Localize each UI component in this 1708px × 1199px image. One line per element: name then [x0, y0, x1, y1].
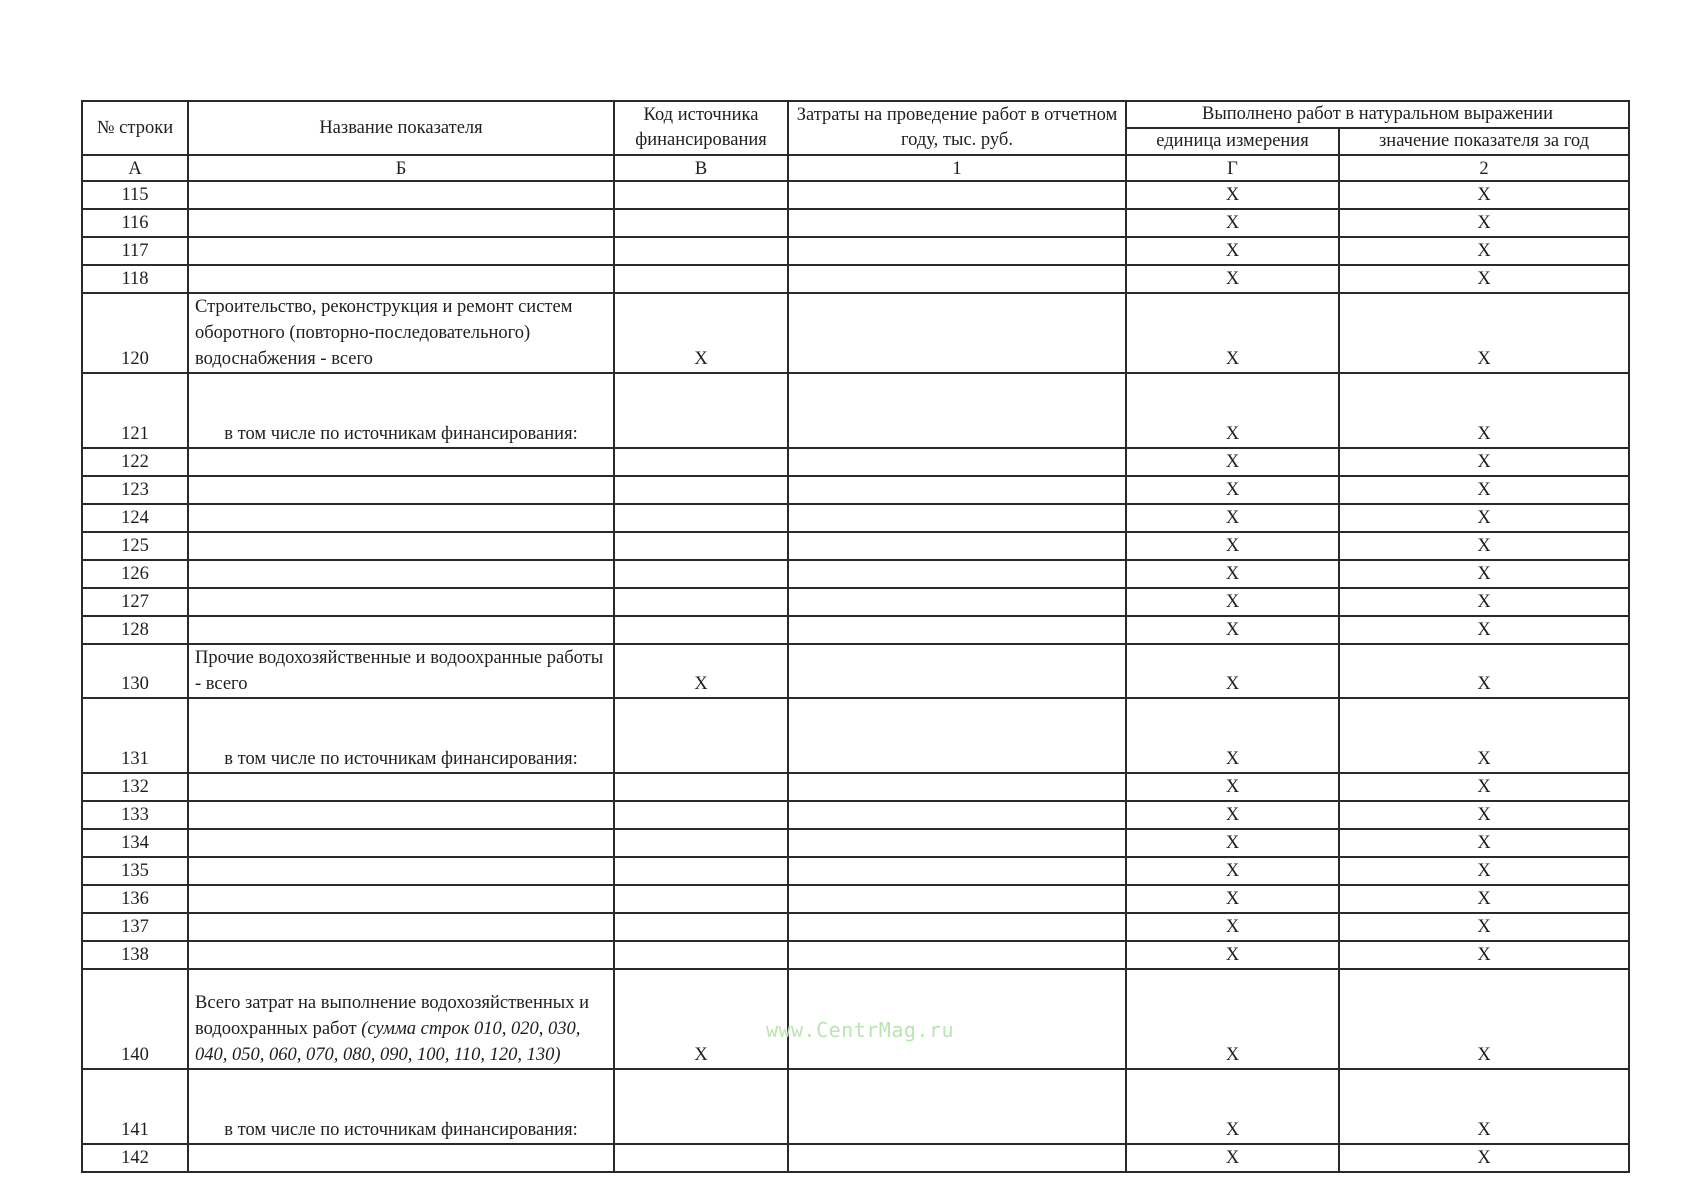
costs-cell[interactable]: [788, 857, 1126, 885]
indicator-name: [188, 698, 614, 773]
year-value-cell[interactable]: X: [1339, 969, 1629, 1069]
indicator-name-text: в том числе по источникам финансирования:: [224, 1120, 578, 1140]
indicator-name: [188, 801, 614, 829]
column-letter: Г: [1126, 155, 1339, 181]
costs-cell[interactable]: [788, 504, 1126, 532]
source-code-cell[interactable]: X: [614, 644, 788, 698]
costs-cell[interactable]: [788, 885, 1126, 913]
unit-cell[interactable]: X: [1126, 1069, 1339, 1144]
row-number: 132: [82, 773, 188, 801]
table-row: [82, 476, 1629, 504]
indicator-name: [188, 209, 614, 237]
costs-cell[interactable]: [788, 644, 1126, 698]
row-number: 117: [82, 237, 188, 265]
column-letter: Б: [188, 155, 614, 181]
unit-cell[interactable]: X: [1126, 504, 1339, 532]
costs-cell[interactable]: [788, 181, 1126, 209]
source-code-cell[interactable]: [614, 181, 788, 209]
unit-cell[interactable]: X: [1126, 237, 1339, 265]
column-letter: А: [82, 155, 188, 181]
costs-cell[interactable]: [788, 913, 1126, 941]
source-code-cell[interactable]: [614, 801, 788, 829]
costs-cell[interactable]: [788, 773, 1126, 801]
year-value-cell[interactable]: X: [1339, 476, 1629, 504]
table-row: [82, 293, 1629, 373]
year-value-cell[interactable]: X: [1339, 698, 1629, 773]
source-code-cell[interactable]: [614, 857, 788, 885]
year-value-cell[interactable]: X: [1339, 773, 1629, 801]
header-unit: единица измерения: [1126, 128, 1339, 155]
year-value-cell[interactable]: X: [1339, 829, 1629, 857]
costs-cell[interactable]: [788, 373, 1126, 448]
unit-cell[interactable]: X: [1126, 913, 1339, 941]
unit-cell[interactable]: X: [1126, 829, 1339, 857]
column-letter: 2: [1339, 155, 1629, 181]
column-letter: 1: [788, 155, 1126, 181]
source-code-cell[interactable]: X: [614, 969, 788, 1069]
unit-cell[interactable]: X: [1126, 698, 1339, 773]
row-number: 116: [82, 209, 188, 237]
row-number: 123: [82, 476, 188, 504]
row-number: 128: [82, 616, 188, 644]
row-number: 127: [82, 588, 188, 616]
indicator-name-text: Всего затрат на выполнение водохозяйственных и водоохранных работ: [195, 993, 590, 1039]
indicator-name: [188, 1069, 614, 1144]
source-code-cell[interactable]: [614, 265, 788, 293]
row-number: 122: [82, 448, 188, 476]
indicator-name: [188, 181, 614, 209]
table-row: [82, 773, 1629, 801]
unit-cell[interactable]: X: [1126, 644, 1339, 698]
unit-cell[interactable]: X: [1126, 448, 1339, 476]
year-value-cell[interactable]: X: [1339, 801, 1629, 829]
unit-cell[interactable]: X: [1126, 532, 1339, 560]
costs-cell[interactable]: [788, 588, 1126, 616]
table-row: [82, 532, 1629, 560]
costs-cell[interactable]: [788, 698, 1126, 773]
year-value-cell[interactable]: X: [1339, 941, 1629, 969]
row-number: 124: [82, 504, 188, 532]
costs-cell[interactable]: [788, 829, 1126, 857]
indicator-name: [188, 829, 614, 857]
row-number: 137: [82, 913, 188, 941]
indicator-name: [188, 476, 614, 504]
indicator-name: [188, 237, 614, 265]
source-code-cell[interactable]: [614, 588, 788, 616]
indicator-sum-note: (сумма строк 010, 020, 030, 040, 050, 060, 070, 080, 090, 100, 110, 120, 130): [195, 1019, 581, 1065]
source-code-cell[interactable]: [614, 476, 788, 504]
table-row: [82, 504, 1629, 532]
header-indicator-name: Название показателя: [188, 101, 614, 155]
year-value-cell[interactable]: X: [1339, 532, 1629, 560]
indicator-name: [188, 532, 614, 560]
unit-cell[interactable]: X: [1126, 476, 1339, 504]
table-row: [82, 265, 1629, 293]
table-row: [82, 885, 1629, 913]
table-row: [82, 1069, 1629, 1144]
watermark: www.CentrMag.ru: [765, 1018, 955, 1042]
source-code-cell[interactable]: [614, 616, 788, 644]
costs-cell[interactable]: [788, 532, 1126, 560]
indicator-name-text: в том числе по источникам финансирования:: [224, 749, 578, 769]
year-value-cell[interactable]: X: [1339, 560, 1629, 588]
row-number: 115: [82, 181, 188, 209]
column-letters-row: [82, 155, 1629, 181]
year-value-cell[interactable]: X: [1339, 1069, 1629, 1144]
row-number: 118: [82, 265, 188, 293]
unit-cell[interactable]: X: [1126, 616, 1339, 644]
table-row: [82, 913, 1629, 941]
costs-cell[interactable]: [788, 1144, 1126, 1172]
source-code-cell[interactable]: [614, 829, 788, 857]
row-number: 125: [82, 532, 188, 560]
costs-cell[interactable]: [788, 476, 1126, 504]
costs-cell[interactable]: [788, 237, 1126, 265]
source-code-cell[interactable]: [614, 885, 788, 913]
table-row: [82, 829, 1629, 857]
indicator-name: [188, 448, 614, 476]
indicator-name: [188, 941, 614, 969]
costs-cell[interactable]: [788, 801, 1126, 829]
table-row: [82, 588, 1629, 616]
header-source-code: Код источника финансирования: [614, 101, 788, 155]
source-code-cell[interactable]: [614, 1144, 788, 1172]
year-value-cell[interactable]: X: [1339, 181, 1629, 209]
unit-cell[interactable]: X: [1126, 293, 1339, 373]
indicator-name-text: Прочие водохозяйственные и водоохранные работы - всего: [195, 648, 604, 694]
table-row: [82, 941, 1629, 969]
source-code-cell[interactable]: [614, 448, 788, 476]
costs-cell[interactable]: [788, 616, 1126, 644]
year-value-cell[interactable]: X: [1339, 209, 1629, 237]
indicator-name: [188, 265, 614, 293]
row-number: 126: [82, 560, 188, 588]
costs-cell[interactable]: [788, 448, 1126, 476]
unit-cell[interactable]: X: [1126, 181, 1339, 209]
costs-cell[interactable]: [788, 293, 1126, 373]
row-number: 121: [82, 373, 188, 448]
header-year-value: значение показателя за год: [1339, 128, 1629, 155]
row-number: 142: [82, 1144, 188, 1172]
header-row-number: № строки: [82, 101, 188, 155]
indicator-name: [188, 969, 614, 1069]
unit-cell[interactable]: X: [1126, 857, 1339, 885]
year-value-cell[interactable]: X: [1339, 504, 1629, 532]
year-value-cell[interactable]: X: [1339, 373, 1629, 448]
source-code-cell[interactable]: [614, 373, 788, 448]
row-number: 130: [82, 644, 188, 698]
indicator-name-text: Строительство, реконструкция и ремонт систем оборотного (повторно-последовательного) водоснабжения - всего: [195, 297, 573, 369]
table-row: [82, 616, 1629, 644]
year-value-cell[interactable]: X: [1339, 448, 1629, 476]
table-row: [82, 644, 1629, 698]
unit-cell[interactable]: X: [1126, 1144, 1339, 1172]
table-row: [82, 560, 1629, 588]
costs-cell[interactable]: [788, 209, 1126, 237]
row-number: 131: [82, 698, 188, 773]
year-value-cell[interactable]: X: [1339, 913, 1629, 941]
header-natural-volume: Выполнено работ в натуральном выражении: [1126, 101, 1629, 128]
table-row: [82, 1144, 1629, 1172]
source-code-cell[interactable]: [614, 773, 788, 801]
year-value-cell[interactable]: X: [1339, 237, 1629, 265]
header-costs: Затраты на проведение работ в отчетном году, тыс. руб.: [788, 101, 1126, 155]
source-code-cell[interactable]: [614, 913, 788, 941]
year-value-cell[interactable]: X: [1339, 857, 1629, 885]
row-number: 138: [82, 941, 188, 969]
column-letter: В: [614, 155, 788, 181]
indicator-name: [188, 504, 614, 532]
year-value-cell[interactable]: X: [1339, 1144, 1629, 1172]
table-row: [82, 448, 1629, 476]
year-value-cell[interactable]: X: [1339, 265, 1629, 293]
source-code-cell[interactable]: [614, 532, 788, 560]
source-code-cell[interactable]: [614, 1069, 788, 1144]
year-value-cell[interactable]: X: [1339, 644, 1629, 698]
costs-cell[interactable]: [788, 1069, 1126, 1144]
row-number: 135: [82, 857, 188, 885]
indicators-table: [81, 100, 1630, 1173]
source-code-cell[interactable]: [614, 209, 788, 237]
indicator-name: [188, 293, 614, 373]
costs-cell[interactable]: [788, 560, 1126, 588]
indicator-name: [188, 1144, 614, 1172]
year-value-cell[interactable]: X: [1339, 616, 1629, 644]
year-value-cell[interactable]: X: [1339, 588, 1629, 616]
row-number: 133: [82, 801, 188, 829]
table-row: [82, 373, 1629, 448]
unit-cell[interactable]: X: [1126, 801, 1339, 829]
unit-cell[interactable]: X: [1126, 588, 1339, 616]
source-code-cell[interactable]: [614, 560, 788, 588]
indicator-name: [188, 913, 614, 941]
indicator-name: [188, 857, 614, 885]
source-code-cell[interactable]: [614, 504, 788, 532]
table-row: [82, 857, 1629, 885]
indicator-name: [188, 616, 614, 644]
year-value-cell[interactable]: X: [1339, 293, 1629, 373]
unit-cell[interactable]: X: [1126, 773, 1339, 801]
costs-cell[interactable]: [788, 941, 1126, 969]
year-value-cell[interactable]: X: [1339, 885, 1629, 913]
unit-cell[interactable]: X: [1126, 209, 1339, 237]
indicator-name: [188, 773, 614, 801]
table-row: [82, 698, 1629, 773]
source-code-cell[interactable]: [614, 237, 788, 265]
table-row: [82, 237, 1629, 265]
table-row: [82, 801, 1629, 829]
indicator-name-text: в том числе по источникам финансирования:: [224, 424, 578, 444]
unit-cell[interactable]: X: [1126, 885, 1339, 913]
unit-cell[interactable]: X: [1126, 373, 1339, 448]
table-row: [82, 209, 1629, 237]
row-number: 140: [82, 969, 188, 1069]
row-number: 134: [82, 829, 188, 857]
indicator-name: [188, 560, 614, 588]
unit-cell[interactable]: X: [1126, 941, 1339, 969]
source-code-cell[interactable]: X: [614, 293, 788, 373]
indicator-name: [188, 644, 614, 698]
row-number: 120: [82, 293, 188, 373]
costs-cell[interactable]: [788, 265, 1126, 293]
indicator-name: [188, 588, 614, 616]
row-number: 136: [82, 885, 188, 913]
table-row: [82, 181, 1629, 209]
unit-cell[interactable]: X: [1126, 265, 1339, 293]
source-code-cell[interactable]: [614, 698, 788, 773]
indicator-name: [188, 885, 614, 913]
unit-cell[interactable]: X: [1126, 969, 1339, 1069]
unit-cell[interactable]: X: [1126, 560, 1339, 588]
table-header: [82, 101, 1629, 181]
source-code-cell[interactable]: [614, 941, 788, 969]
indicator-name: [188, 373, 614, 448]
row-number: 141: [82, 1069, 188, 1144]
